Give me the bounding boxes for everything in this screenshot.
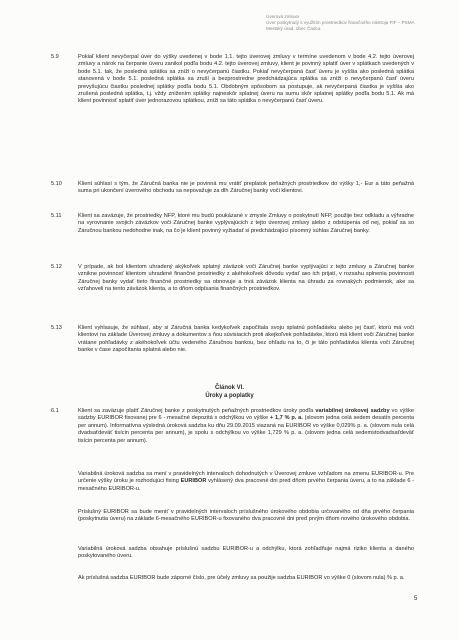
- paragraph-text: Variabilná úroková sadzba sa mení v pravidelných intervaloch dohodnutých v Úverovej zmluve vzhľadom na zmenu EURIBOR-u. Pre určenie výšky úroku je rozhodujúci fixing: [78, 471, 414, 485]
- paragraph-text-bold: EURIBOR: [180, 478, 207, 485]
- clause-6-1: [51, 408, 414, 445]
- article-title: Článok VI.: [214, 385, 244, 391]
- clause-text: [78, 408, 414, 445]
- clause-number: 5.9: [51, 54, 59, 60]
- paragraph-text: Príslušný EURIBOR sa bude meniť v pravidelných intervaloch príslušného úrokového obdobia určovaného od dňa prvého čerpania (poskytnutia úveru) na základe 6-mesačného EURIBOR-u fixovaného dva pracovné dni pred prvým dňom nového úrokového obdobia.: [78, 509, 414, 523]
- paragraph-rate-composition: [78, 546, 414, 561]
- article-subtitle: Úroky a poplatky: [205, 393, 254, 399]
- header-line-3: Mestský úrad, obec Čadca: [266, 26, 321, 32]
- clause-5-12: [51, 264, 414, 294]
- clause-number: 5.10: [51, 181, 62, 187]
- clause-5-10: [51, 181, 414, 196]
- paragraph-text: Variabilná úroková sadzba obsahuje príslušnú sadzbu EURIBOR-u a odchýlku, ktorá zohľadňuje najmä riziko klienta a daného poskytovaného úveru.: [78, 546, 414, 560]
- header-line-1: Úverová zmluva: [266, 14, 299, 19]
- clause-number: 6.1: [51, 408, 59, 414]
- clause-text-part: (slovom jedna celá sedem desatín percenta per annum). Informatívna výsledná úroková sadzba ku dňu 29.09.2015 viazaná na EURIBOR vo výške 0,029% p. a. (slovom nula celá dvadsaťdeväť tisícin percenta per annum), je spolu s odchýlkou vo výške 1,729 % p. a. (slovom jedna celá sedemstodvadsaťdeväť tisícin percenta per annum).: [78, 415, 414, 444]
- clause-text-part: Klient sa zaväzuje platiť Záručnej banke z poskytnutých peňažných prostriedkov úroky podľa: [78, 408, 316, 414]
- document-header: [266, 14, 452, 33]
- clause-text-bold: + 1,7 % p. a.: [269, 415, 303, 422]
- page-number: 5: [414, 596, 418, 602]
- paragraph-text: Ak príslušná sadzba EURIBOR bude záporné číslo, pre účely zmluvy sa použije sadzba EURIBOR vo výške 0 (slovom nula) % p. a.: [78, 575, 405, 581]
- clause-5-11: [51, 213, 414, 235]
- paragraph-negative-euribor: [78, 575, 414, 582]
- clause-text: Klient vyhlasuje, že súhlasí, aby si Záručná banka kedykoľvek započítala svoju splatnú pohľadávku alebo jej časť, ktorú má voči klientovi na základe Úverovej zmluvy a dokumentov s ňou súvisiacich proti akejkoľvek pohľadávke, ktorú má klient voči Záručnej banke vrátane pohľadávky z akéhokoľvek účtu vedeného Záručnou bankou, bez ohľadu na to, či je táto pohľadávka klienta voči Záručnej banke v čase započítania splatná alebo nie.: [78, 325, 414, 354]
- clause-text: Pokiaľ klient nevyčerpal úver do výšky uvedenej v bode 1.1. tejto úverovej zmluvy v termíne uvedenom v bode 4.2. tejto úverovej zmluvy a nárok na čerpanie úveru zanikol podľa bodu 4.2. tejto úverovej zmluvy, klient je povinný splatiť úver v splátkach uvedených v bode 5.1. tak, že posledná splátka sa zníži o nevyčerpanú čiastku. Pokiaľ nevyčerpaná časť úveru je vyššia ako posledná splátka stanovená v bode 5.1. posledná splátka sa zruší a bezprostredne predchádzajúca splátka sa zníži o nevyčerpanú časť úveru prevyšujúcu čiastku poslednej splátky podľa bodu 5.1. Obdobným spôsobom sa postupuje, ak nevyčerpaná čiastka je vyššia ako zrušená posledná splátka, t.j. vždy znižením splátky najneskôr splatnej úveru na sumu skôr splatnej splátky podľa bodu 5.1. Ak má klient povinnosť splatiť úver jednorazovou splátkou, zníži sa táto splátka o nevyčerpanú časť úveru.: [78, 54, 414, 105]
- clause-text-bold: variabilnej úrokovej sadzby: [315, 408, 390, 414]
- clause-text: V prípade, ak bol klientom uhradený akýkoľvek splatný záväzok voči Záručnej banke vyplývajúci z tejto zmluvy a Záručnej banke vznikne povinnosť klientom uhradené finančné prostriedky z akéhokoľvek dôvodu vydať ако ich prijatí, v rozsahu splnenia povinnosti Záručnej banky vydať tieto finančné prostriedky sa obnovuje a trvá záväzok klienta na úhradu za rovnakých podmienok, ake sa vzťahoveli na tento záväzok klienta, a to dňom odpísania finančných prostriedkov.: [78, 264, 414, 293]
- clause-number: 5.12: [51, 264, 62, 270]
- clause-number: 5.11: [51, 213, 62, 219]
- clause-text-part: vo výške sadzby EURIBOR fixovanej pre 6 - mesačné depozitá s odchýlkou vo výške: [78, 408, 414, 422]
- paragraph-variable-rate: [78, 471, 414, 493]
- clause-5-13: [51, 325, 414, 355]
- clause-text: Klient sa zaväzuje, že prostriedky NFP, ktoré mu budú poukázané v zmysle Zmluvy o poskytnutí NFP, použije bez odkladu a výhradne na vyrovnanie svojich záväzkov voči Záručnej banke vyplývajúcich z tejto úverovej zmluvy alebo z odstúpenia od nej, pokiaľ sa so Záručnou bankou nedohodne inak, na čo je klient povinný vyžiadať si predchádzajúci písomný súhlas Záručnej banky.: [78, 213, 414, 234]
- paragraph-text: vyhlásený dva pracovné dni pred dňom prvého čerpania úveru, a to na základe 6 -mesačného EURIBOR-u.: [78, 478, 415, 492]
- paragraph-euribor-change: [78, 509, 414, 524]
- clause-text: Klient súhlasí s tým, že Záručná banka nie je povinná mu vrátiť preplatok peňažných prostriedkov do výšky 1,- Eur a táto peňažná suma pri ukončení úverového obchodu sa nepovažuje za dlh Záručnej banky voči klientovi.: [78, 181, 414, 195]
- clause-5-9: [51, 54, 414, 106]
- clause-number: 5.13: [51, 325, 62, 331]
- header-line-2: Úver poskytnutý s využitím prostriedkov finančného nástroja FIF – PSMA: [266, 20, 415, 26]
